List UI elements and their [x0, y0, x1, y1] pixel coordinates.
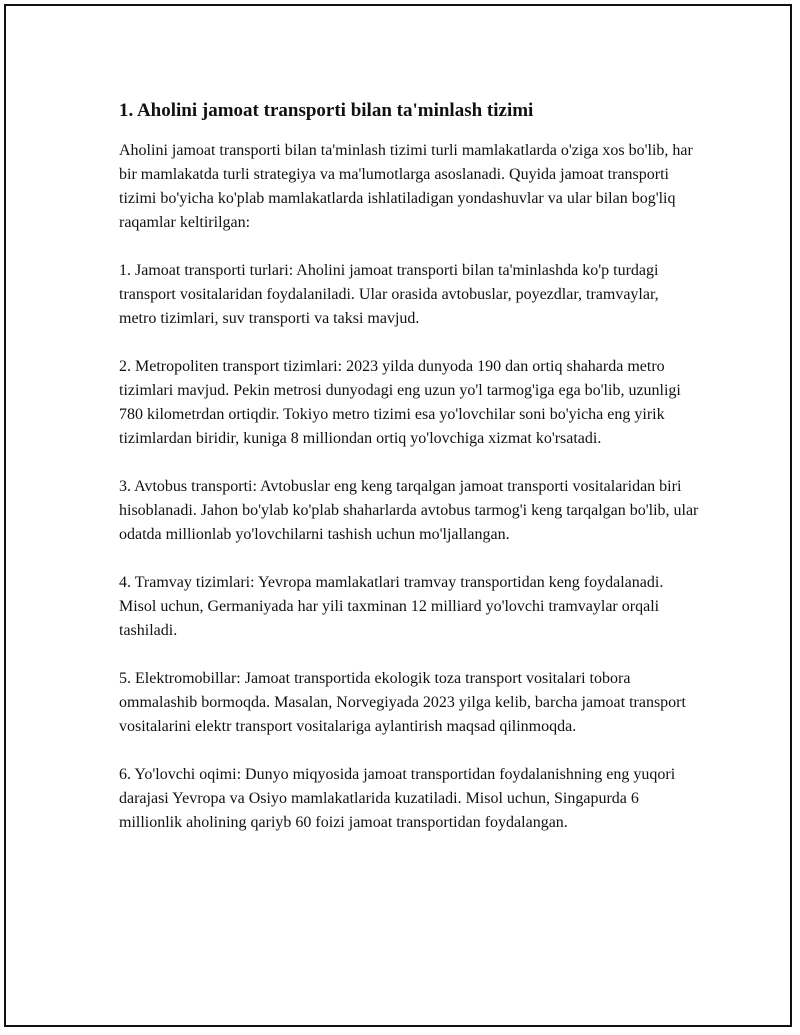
paragraph-bus-transport: 3. Avtobus transporti: Avtobuslar eng keng tarqalgan jamoat transporti vositalaridan biri hisoblanadi. Jahon bo'ylab ko'plab shaharlarda avtobus tarmog'i keng tarqalgan bo'lib, ular odatda millionlab yo'lovchilarni tashish uchun mo'ljallangan. [119, 478, 699, 543]
paragraph-metro-systems: 2. Metropoliten transport tizimlari: 2023 yilda dunyoda 190 dan ortiq shaharda metro tizimlari mavjud. Pekin metrosi dunyodagi eng uzun yo'l tarmog'iga ega bo'lib, uzunligi 780 kilometrdan ortiqdir. Tokiyo metro tizimi esa yo'lovchilar soni bo'yicha eng yirik tizimlardan biridir, kuniga 8 milliondan ortiq yo'lovchiga xizmat ko'rsatadi. [119, 358, 681, 447]
document-body [119, 99, 699, 835]
paragraph-passenger-flow: 6. Yo'lovchi oqimi: Dunyo miqyosida jamoat transportidan foydalanishning eng yuqori darajasi Yevropa va Osiyo mamlakatlarida kuzatiladi. Misol uchun, Singapurda 6 millionlik aholining qariyb 60 foizi jamoat transportidan foydalangan. [119, 766, 676, 831]
intro-paragraph: Aholini jamoat transporti bilan ta'minlash tizimi turli mamlakatlarda o'ziga xos bo'lib, har bir mamlakatda turli strategiya va ma'lumotlarga asoslanadi. Quyida jamoat transporti tizimi bo'yicha ko'plab mamlakatlarda ishlatiladigan yondashuvlar va ular bilan bog'liq raqamlar keltirilgan: [119, 142, 693, 231]
paragraph-tram-systems: 4. Tramvay tizimlari: Yevropa mamlakatlari tramvay transportidan keng foydalanadi. Misol uchun, Germaniyada har yili taxminan 12 milliard yo'lovchi tramvaylar orqali tashiladi. [119, 574, 664, 639]
document-title: 1. Aholini jamoat transporti bilan ta'minlash tizimi [119, 100, 534, 121]
paragraph-transport-types: 1. Jamoat transporti turlari: Aholini jamoat transporti bilan ta'minlashda ko'p turdagi transport vositalaridan foydalaniladi. Ular orasida avtobuslar, poyezdlar, tramvaylar, metro tizimlari, suv transporti va taksi mavjud. [119, 262, 659, 327]
page-frame [4, 4, 792, 1027]
paragraph-electric-vehicles: 5. Elektromobillar: Jamoat transportida ekologik toza transport vositalari tobora ommalashib bormoqda. Masalan, Norvegiyada 2023 yilga kelib, barcha jamoat transport vositalarini elektr transport vositalariga aylantirish maqsad qilinmoqda. [119, 670, 686, 735]
